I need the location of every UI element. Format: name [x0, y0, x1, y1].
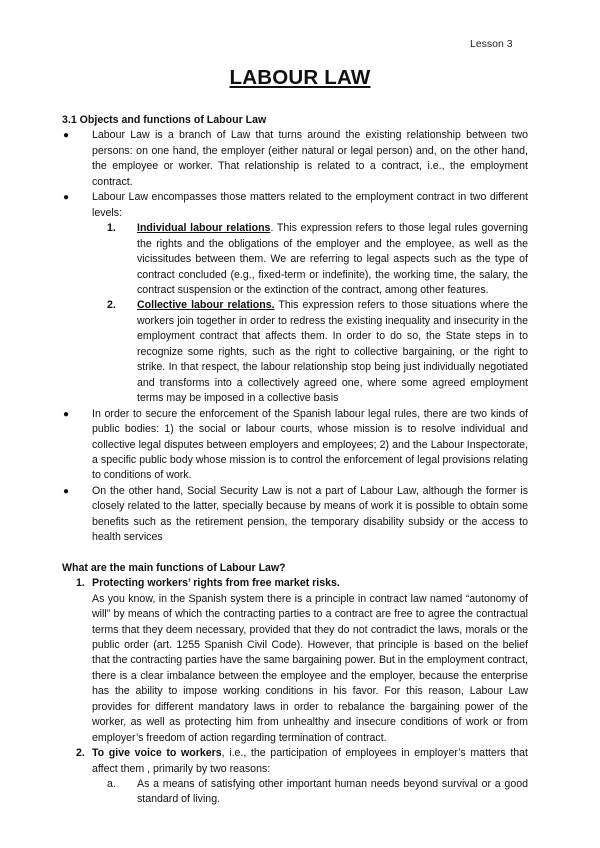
- bullet-icon: ●: [63, 408, 70, 420]
- level-title: Collective labour relations.: [137, 299, 275, 312]
- bullet-icon: ●: [63, 192, 70, 204]
- bullet-icon: ●: [63, 130, 70, 142]
- function-title: Protecting workers’ rights from free market risks.: [92, 577, 340, 590]
- level-item: [107, 298, 528, 406]
- list-number: 1.: [76, 577, 85, 590]
- bullet-item: [62, 407, 528, 484]
- list-letter: a.: [107, 778, 116, 791]
- bullet-item: [62, 128, 528, 190]
- function-text: As you know, in the Spanish system there is a principle in contract law named “autonomy of will” by means of which the contracting parties to a contract are free to agree the contractual terms that they deem necessary, provided that they do not contradict the laws, morals or the public order (art. 1255 Spanish Civil Code). However, that principle is based on the belief that the contracting parties have the same bargaining power. But in the employment contract, there is a clear imbalance between the employee and the employer, because the enterprise has the ability to impose working conditions in his favor. For this reason, Labour Law provides for different mandatory laws in order to rebalance the bargaining power of the worker, as well as protecting him from unhealthy and insecure conditions of work or from employer’s freedom of action regarding termination of contract.: [92, 592, 528, 744]
- bullet-icon: ●: [63, 485, 70, 497]
- bullet-item: [62, 484, 528, 546]
- page-title: LABOUR LAW: [229, 66, 371, 89]
- lesson-label: Lesson 3: [470, 38, 513, 50]
- spacer: [62, 546, 528, 561]
- list-number: 2.: [107, 299, 116, 312]
- document-body: [62, 113, 528, 808]
- section-heading: What are the main functions of Labour Law?: [62, 561, 286, 574]
- reasons-list: [92, 777, 528, 808]
- levels-list: [92, 221, 528, 406]
- bullet-text: Labour Law is a branch of Law that turns around the existing relationship between two persons: on one hand, the employer (either natural or legal person) and, on the other hand, the employee or worker. That relationship is related to a contract, i.e., the employment contract.: [92, 129, 528, 188]
- function-item: [62, 576, 528, 746]
- list-number: 1.: [107, 222, 116, 235]
- level-item: [107, 221, 528, 298]
- level-text: This expression refers to those situations where the workers join together in order to redress the existing inequality and insecurity in the employment contract that affects them. In order to do so, the State steps in to recognize some rights, such as the right to collective bargaining, or the right to strike. In that respect, the labour relationship stop being just individually negotiated and transforms into a collectively agreed one, where some agreed employment terms may be imposed in a collective basis: [137, 299, 529, 405]
- bullet-item: [62, 190, 528, 406]
- level-text: . This expression refers to those legal rules governing the rights and the obligations of the employer and the employee, as well as the vicissitudes between them. We are referring to legal aspects such as the type of contract concluded (e.g., fixed-term or indefinite), the working time, the salary, the contract suspension or the extinction of the contract, among other features.: [137, 222, 528, 296]
- function-text: , i.e., the participation of employees in employer’s matters that affect them , primarily by two reasons:: [92, 747, 528, 775]
- bullet-list: [62, 128, 528, 545]
- section-heading: 3.1 Objects and functions of Labour Law: [62, 114, 267, 126]
- bullet-text: On the other hand, Social Security Law is not a part of Labour Law, although the former is closely related to the latter, specially because by means of work it is possible to obtain some benefits such as the retirement pension, the temporary disability subsidy or the access to health services: [92, 484, 528, 544]
- level-title: Individual labour relations: [137, 222, 271, 235]
- function-item: [62, 746, 528, 808]
- list-number: 2.: [76, 747, 85, 760]
- bullet-text: In order to secure the enforcement of the Spanish labour legal rules, there are two kinds of public bodies: 1) the social or labour courts, whose mission is to resolve individual and collective legal disputes between employers and employees; 2) and the Labour Inspectorate, a specific public body whose mission is to control the enforcement of legal provisions relating to conditions of work.: [92, 407, 528, 482]
- functions-list: [62, 576, 528, 808]
- reason-text: As a means of satisfying other important human needs beyond survival or a good standard of living.: [137, 778, 528, 806]
- reason-item: [107, 777, 528, 808]
- function-title: To give voice to workers: [92, 747, 222, 760]
- bullet-text: Labour Law encompasses those matters related to the employment contract in two different levels:: [92, 191, 528, 219]
